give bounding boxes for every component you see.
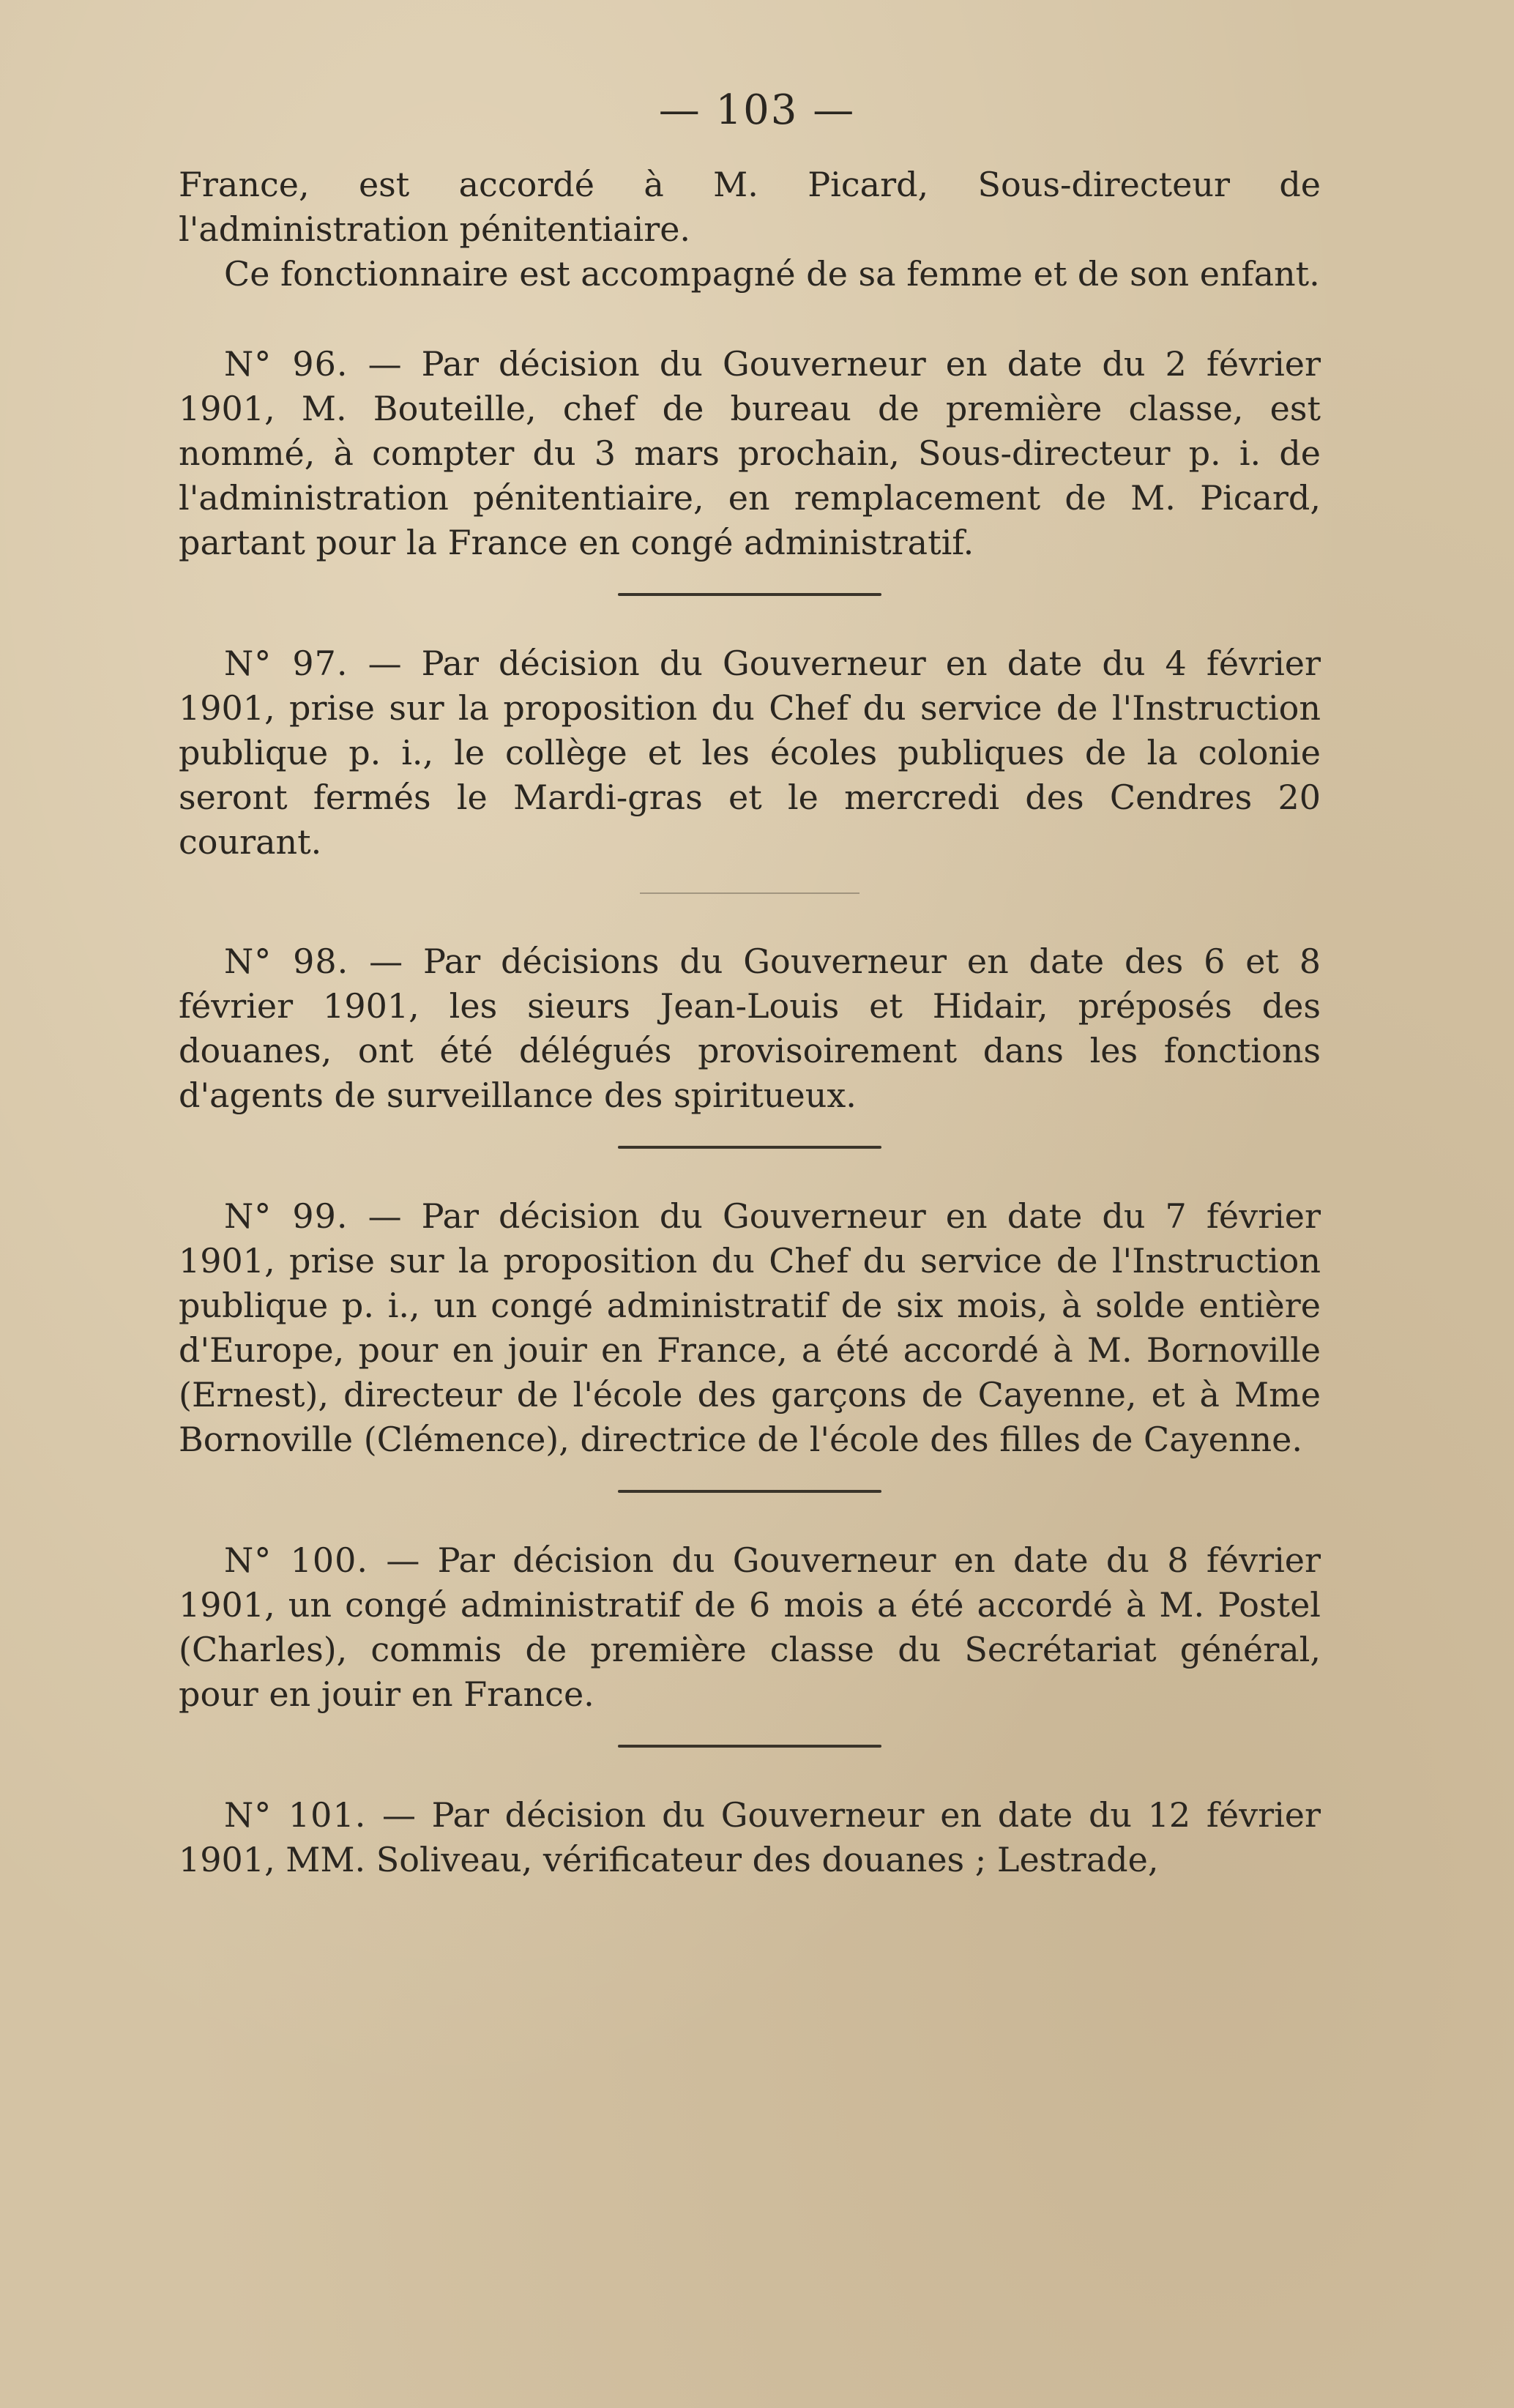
entry-98 [179, 939, 1321, 1118]
separator-rule [618, 1146, 881, 1149]
entry-number: N° 100. [224, 1540, 368, 1580]
text-column [179, 163, 1321, 1882]
entry-text: — Par décision du Gouverneur en date du 12 février 1901, MM. Soliveau, vérificateur des douanes ; Lestrade, [179, 1795, 1321, 1879]
entry-text: — Par décision du Gouverneur en date du 4 février 1901, prise sur la proposition du Chef du service de l'Instruction publique p. i., le collège et les écoles publiques de la colonie seront fermés le Mardi-gras et le mercredi des Cendres 20 courant. [179, 644, 1321, 862]
page-number: — 103 — [658, 86, 856, 134]
entry-paragraph [179, 1194, 1321, 1462]
separator-rule [618, 1745, 881, 1748]
entry-100 [179, 1538, 1321, 1717]
entry-97 [179, 641, 1321, 865]
entry-paragraph [179, 342, 1321, 565]
entry-number: N° 101. [224, 1795, 367, 1835]
entry-text: — Par décision du Gouverneur en date du 7 février 1901, prise sur la proposition du Chef du service de l'Instruction publique p. i., un congé administratif de six mois, à solde entière d'Europe, pour en jouir en France, a été accordé à M. Bornoville (Ernest), directeur de l'école des garçons de Cayenne, et à Mme Bornoville (Clémence), directrice de l'école des filles de Cayenne. [179, 1196, 1321, 1459]
entry-number: N° 97. [224, 644, 348, 683]
entry-number: N° 99. [224, 1196, 348, 1236]
entry-paragraph [179, 641, 1321, 865]
separator-rule [618, 1490, 881, 1493]
entry-paragraph [179, 939, 1321, 1118]
entry-paragraph [179, 1793, 1321, 1882]
separator-rule-faint [640, 892, 859, 894]
entry-text: — Par décision du Gouverneur en date du 8 février 1901, un congé administratif de 6 mois a été accordé à M. Postel (Charles), commis de première classe du Secrétariat général, pour en jouir en France. [179, 1540, 1321, 1714]
entry-paragraph [179, 1538, 1321, 1717]
entry-99 [179, 1194, 1321, 1462]
carryover-paragraph: France, est accordé à M. Picard, Sous-directeur de l'administration pénitentiaire. [179, 165, 1321, 249]
entry-number: N° 98. [224, 942, 349, 981]
entry-101 [179, 1793, 1321, 1882]
entry-96 [179, 342, 1321, 565]
entry-number: N° 96. [224, 344, 348, 384]
entry-text: — Par décision du Gouverneur en date du 2 février 1901, M. Bouteille, chef de bureau de première classe, est nommé, à compter du 3 mars prochain, Sous-directeur p. i. de l'administration pénitentiaire, en remplacement de M. Picard, partant pour la France en congé administratif. [179, 344, 1321, 562]
carryover-paragraph-2: Ce fonctionnaire est accompagné de sa femme et de son enfant. [224, 254, 1320, 294]
entry-text: — Par décisions du Gouverneur en date des 6 et 8 février 1901, les sieurs Jean-Louis et Hidair, préposés des douanes, ont été délégués provisoirement dans les fonctions d'agents de surveillance des spiritueux. [179, 942, 1321, 1115]
separator-rule [618, 593, 881, 596]
